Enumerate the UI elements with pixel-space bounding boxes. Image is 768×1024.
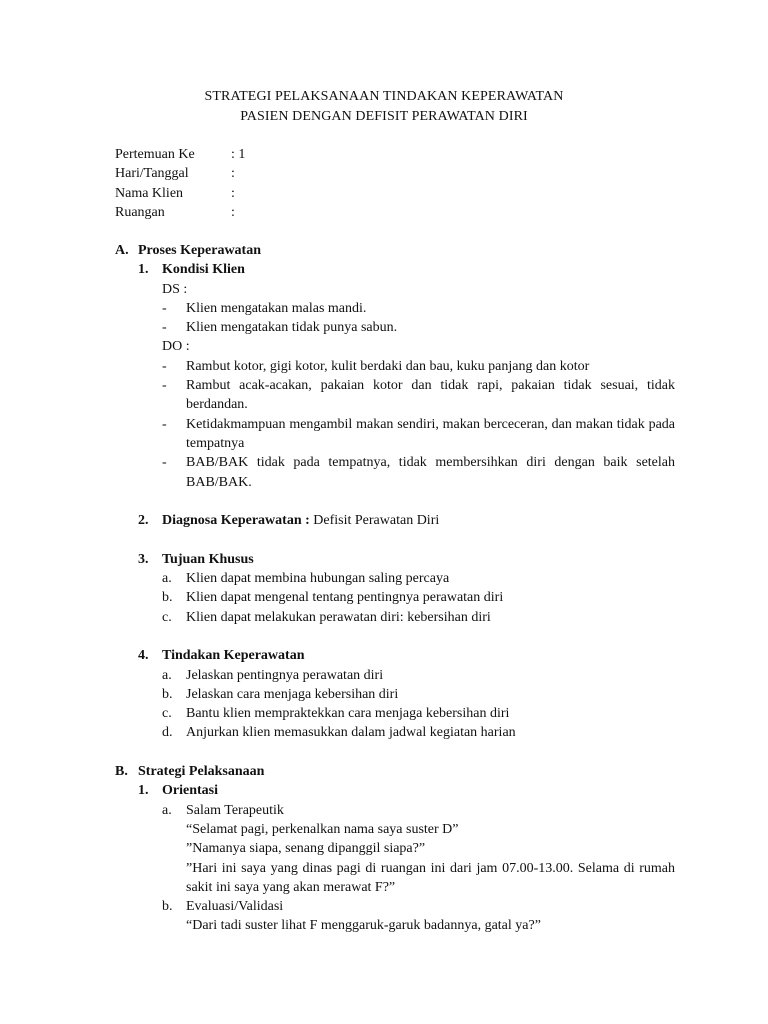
letter-marker: b. — [162, 686, 173, 702]
tujuan-text: Klien dapat melakukan perawatan diri: kebersihan diri — [186, 609, 491, 625]
subsection-title: Kondisi Klien — [162, 262, 245, 278]
dash-marker: - — [162, 320, 167, 336]
diagnosa-heading — [115, 511, 675, 530]
dash-marker: - — [162, 416, 167, 432]
tujuan-text: Klien dapat membina hubungan saling percaya — [186, 571, 450, 587]
item-number: 1. — [138, 262, 149, 278]
document-body — [115, 241, 675, 936]
subsection-title: Orientasi — [162, 783, 218, 799]
meeting-info — [115, 145, 245, 222]
meta-value: : — [231, 166, 235, 182]
letter-marker: d. — [162, 725, 173, 741]
ds-text: Klien mengatakan tidak punya sabun. — [186, 320, 398, 336]
ds-item — [115, 299, 675, 318]
section-a-heading — [115, 241, 675, 260]
tujuan-item — [115, 569, 675, 588]
section-marker: B. — [115, 764, 128, 780]
letter-marker: b. — [162, 899, 173, 915]
spacer — [115, 627, 675, 646]
section-title: Proses Keperawatan — [138, 243, 261, 258]
tindakan-item — [115, 704, 675, 723]
tindakan-item — [115, 685, 675, 704]
subsection-title: Tujuan Khusus — [162, 551, 254, 567]
letter-marker: a. — [162, 667, 172, 683]
meta-row-ruangan — [115, 203, 245, 222]
kondisi-klien-heading — [115, 260, 675, 279]
evaluasi-validasi-item — [115, 897, 675, 916]
meta-row-nama-klien — [115, 184, 245, 203]
item-number: 4. — [138, 648, 149, 664]
do-text: Rambut acak-acakan, pakaian kotor dan tidak rapi, pakaian tidak sesuai, tidak berdandan. — [186, 378, 675, 413]
dash-marker: - — [162, 300, 167, 316]
letter-marker: a. — [162, 802, 172, 818]
section-b-heading — [115, 762, 675, 781]
tindakan-text: Jelaskan pentingnya perawatan diri — [186, 667, 384, 683]
ds-text: Klien mengatakan malas mandi. — [186, 300, 367, 316]
salam-terapeutik-item — [115, 801, 675, 820]
title-line-1: STRATEGI PELAKSANAAN TINDAKAN KEPERAWATAN — [204, 89, 564, 104]
do-item — [115, 453, 675, 492]
do-item — [115, 376, 675, 415]
subsection-title: Diagnosa Keperawatan : — [162, 513, 310, 529]
meta-row-hari-tanggal — [115, 164, 245, 183]
meta-value: : — [231, 204, 235, 220]
section-marker: A. — [115, 243, 129, 258]
do-item — [115, 357, 675, 376]
document-title — [0, 87, 768, 126]
meta-label: Nama Klien — [115, 185, 184, 201]
section-title: Strategi Pelaksanaan — [138, 764, 265, 780]
dash-marker: - — [162, 378, 167, 394]
tujuan-khusus-heading — [115, 550, 675, 569]
tujuan-item — [115, 588, 675, 607]
item-number: 2. — [138, 513, 149, 529]
item-number: 1. — [138, 783, 149, 799]
item-number: 3. — [138, 551, 149, 567]
ds-label: DS : — [162, 281, 188, 297]
tindakan-text: Jelaskan cara menjaga kebersihan diri — [186, 686, 399, 702]
meta-value: : 1 — [231, 147, 246, 162]
dash-marker: - — [162, 455, 167, 471]
do-item — [115, 415, 675, 454]
tujuan-item — [115, 608, 675, 627]
salam-title: Salam Terapeutik — [186, 802, 284, 818]
dialogue-quote: “Selamat pagi, perkenalkan nama saya suster D” — [186, 821, 459, 837]
ds-item — [115, 318, 675, 337]
dialogue-quote: “Dari tadi suster lihat F menggaruk-garuk badannya, gatal ya?” — [186, 918, 541, 934]
do-text: Rambut kotor, gigi kotor, kulit berdaki dan bau, kuku panjang dan kotor — [186, 358, 590, 374]
dialogue-quote: ”Namanya siapa, senang dipanggil siapa?” — [186, 841, 426, 857]
diagnosa-line — [162, 511, 439, 530]
diagnosa-value: Defisit Perawatan Diri — [309, 513, 440, 529]
letter-marker: c. — [162, 706, 172, 722]
spacer — [115, 492, 675, 511]
do-text: BAB/BAK tidak pada tempatnya, tidak membersihkan diri dengan baik setelah BAB/BAK. — [186, 455, 675, 490]
letter-marker: b. — [162, 590, 173, 606]
dialogue-quote: ”Hari ini saya yang dinas pagi di ruangan ini dari jam 07.00-13.00. Selama di rumah sakit ini saya yang akan merawat F?” — [186, 860, 675, 895]
meta-label: Pertemuan Ke — [115, 147, 195, 162]
meta-row-pertemuan — [115, 145, 245, 164]
do-label: DO : — [162, 339, 190, 355]
meta-label: Ruangan — [115, 204, 165, 220]
evaluasi-title: Evaluasi/Validasi — [186, 899, 284, 915]
meta-value: : — [231, 185, 235, 201]
subsection-title: Tindakan Keperawatan — [162, 648, 305, 664]
letter-marker: a. — [162, 571, 172, 587]
spacer — [115, 743, 675, 762]
orientasi-heading — [115, 781, 675, 800]
tindakan-item — [115, 723, 675, 742]
meta-label: Hari/Tanggal — [115, 166, 189, 182]
tindakan-item — [115, 666, 675, 685]
dash-marker: - — [162, 358, 167, 374]
spacer — [115, 530, 675, 549]
do-text: Ketidakmampuan mengambil makan sendiri, makan berceceran, dan makan tidak pada tempatnya — [186, 416, 675, 451]
tindakan-heading — [115, 646, 675, 665]
tindakan-text: Bantu klien mempraktekkan cara menjaga kebersihan diri — [186, 706, 510, 722]
letter-marker: c. — [162, 609, 172, 625]
tindakan-text: Anjurkan klien memasukkan dalam jadwal kegiatan harian — [186, 725, 516, 741]
tujuan-text: Klien dapat mengenal tentang pentingnya perawatan diri — [186, 590, 504, 606]
title-line-2: PASIEN DENGAN DEFISIT PERAWATAN DIRI — [240, 108, 528, 124]
